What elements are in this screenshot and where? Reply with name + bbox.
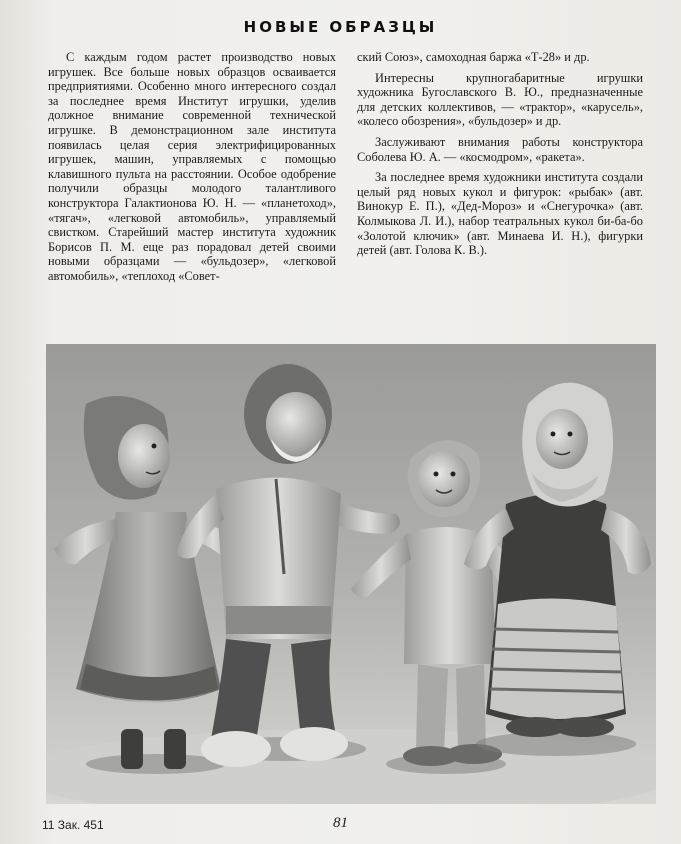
print-mark: 11 Зак. 451 [42,818,104,832]
paragraph: За последнее время художники института создали целый ряд новых кукол и фигурок: «рыбак» (авт. Винокур Е. П.), «Дед-Мороз» и «Снегурочка» (авт. Колмыкова Л. И.), набор театральных кукол би-ба-бо «Золотой ключик» (авт. Минаева И. Н.), фигурки детей (авт. Голова К. В.). [357,170,643,258]
paragraph: Интересны крупногабаритные игрушки художника Бугославского В. Ю., предназначенные для детских коллективов, — «трактор», «карусель», «колесо обозрения», «бульдозер» и др. [357,70,643,129]
paragraph: С каждым годом растет производство новых игрушек. Все больше новых образцов осваивается предприятиями. Особенно много интересного создал за последнее время Институт игрушки, уделив должное внимание современной технической игрушке. В демонстрационном зале института появилась целая серия электрифицированных игрушек, машин, управляемых с помощью клавишного пульта на расстоянии. Особое одобрение получили образцы молодого талантливого конструктора Галактионова Ю. Н. — «планетоход», «тягач», «легковой автомобиль», управляемый свистком. Старейший мастер института художник Борисов П. М. еще раз порадовал детей своими новыми образцами — «бульдозер», «легковой автомобиль», «теплоход «Совет- [48,50,336,283]
text-column-left [48,50,336,290]
page-number: 81 [333,815,348,831]
paragraph: Заслуживают внимания работы конструктора Соболева Ю. А. — «космодром», «ракета». [357,134,643,164]
page-title: НОВЫЕ ОБРАЗЦЫ [243,18,438,36]
toy-dolls-photo [46,344,656,804]
text-column-right [357,50,643,264]
paragraph-continuation: ский Союз», самоходная баржа «Т-28» и др. [357,50,590,64]
